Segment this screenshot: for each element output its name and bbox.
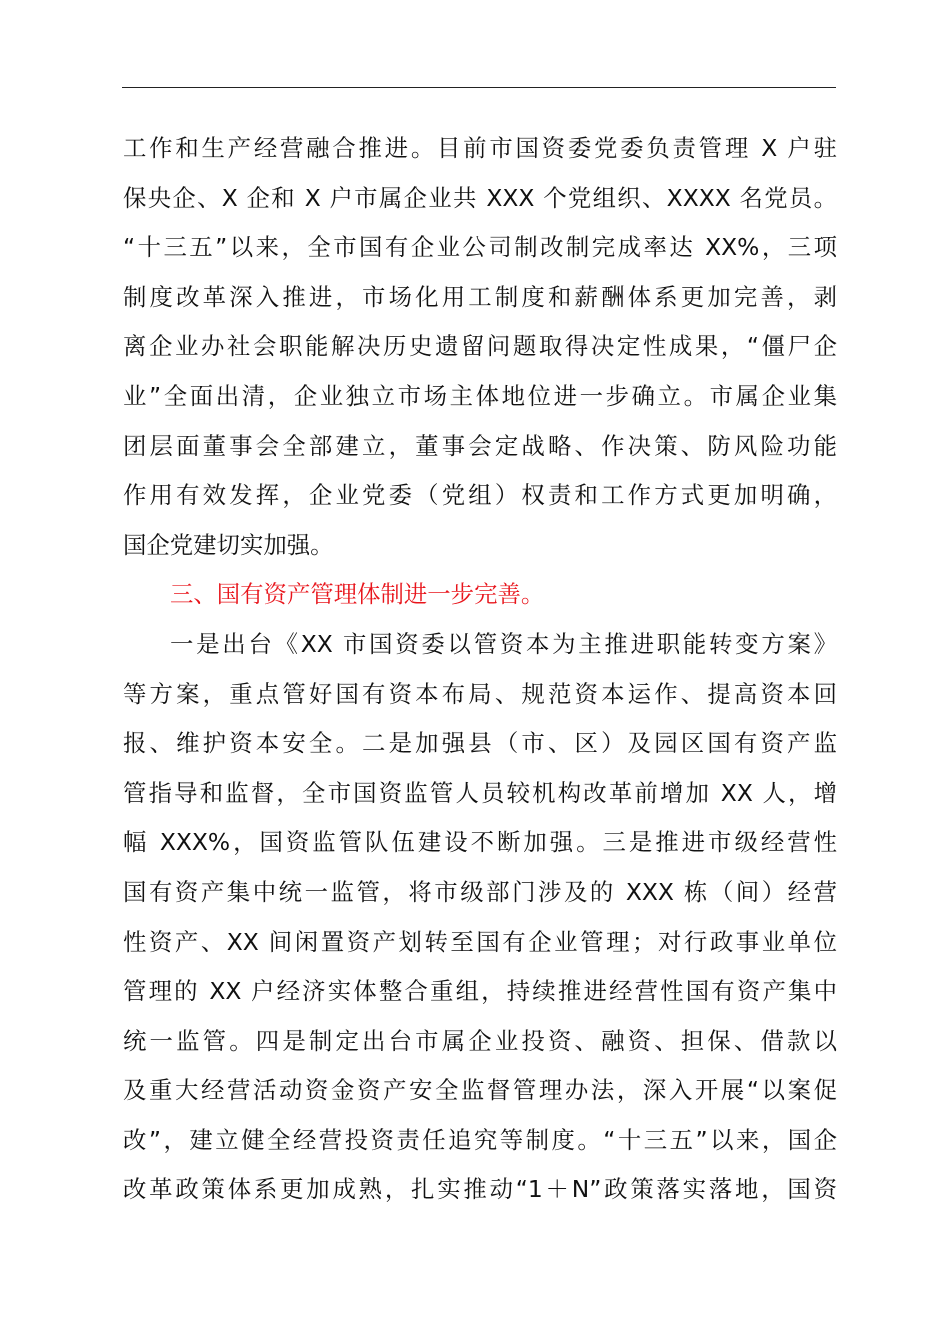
text-line: “十三五”以来，全市国有企业公司制改制完成率达 XX%，三项 [123,233,837,262]
text-line: 保央企、X 企和 X 户市属企业共 XXX 个党组织、XXXX 名党员。 [123,183,837,212]
text-line: 一是出台《XX 市国资委以管资本为主推进职能转变方案》 [170,629,837,658]
body-text [123,124,837,1215]
text-line: 制度改革深入推进，市场化用工制度和薪酬体系更加完善，剥 [123,282,837,311]
text-line: 及重大经营活动资金资产安全监督管理办法，深入开展“以案促 [123,1076,837,1105]
header-rule [122,87,836,88]
text-line: 业”全面出清，企业独立市场主体地位进一步确立。市属企业集 [123,381,837,410]
text-line: 等方案，重点管好国有资本布局、规范资本运作、提高资本回 [123,679,837,708]
text-line: 工作和生产经营融合推进。目前市国资委党委负责管理 X 户驻 [123,134,837,162]
text-line: 改”，建立健全经营投资责任追究等制度。“十三五”以来，国企 [123,1125,837,1154]
text-line: 统一监管。四是制定出台市属企业投资、融资、担保、借款以 [123,1026,837,1055]
text-line: 性资产、XX 间闲置资产划转至国有企业管理；对行政事业单位 [123,927,837,956]
text-line: 报、维护资本安全。二是加强县（市、区）及园区国有资产监 [123,729,837,758]
text-line: 管理的 XX 户经济实体整合重组，持续推进经营性国有资产集中 [123,977,837,1006]
text-line: 作用有效发挥，企业党委（党组）权责和工作方式更加明确， [123,481,837,510]
section-heading: 三、国有资产管理体制进一步完善。 [170,580,545,609]
text-line: 国企党建切实加强。 [123,530,334,559]
text-line: 幅 XXX%，国资监管队伍建设不断加强。三是推进市级经营性 [123,828,837,857]
text-line: 国有资产集中统一监管，将市级部门涉及的 XXX 栋（间）经营 [123,877,837,906]
text-line: 团层面董事会全部建立，董事会定战略、作决策、防风险功能 [123,431,837,460]
text-line: 离企业办社会职能解决历史遗留问题取得决定性成果，“僵尸企 [123,332,837,361]
text-line: 改革政策体系更加成熟，扎实推动“1＋N”政策落实落地，国资 [123,1175,837,1204]
text-line: 管指导和监督，全市国资监管人员较机构改革前增加 XX 人，增 [123,778,837,807]
